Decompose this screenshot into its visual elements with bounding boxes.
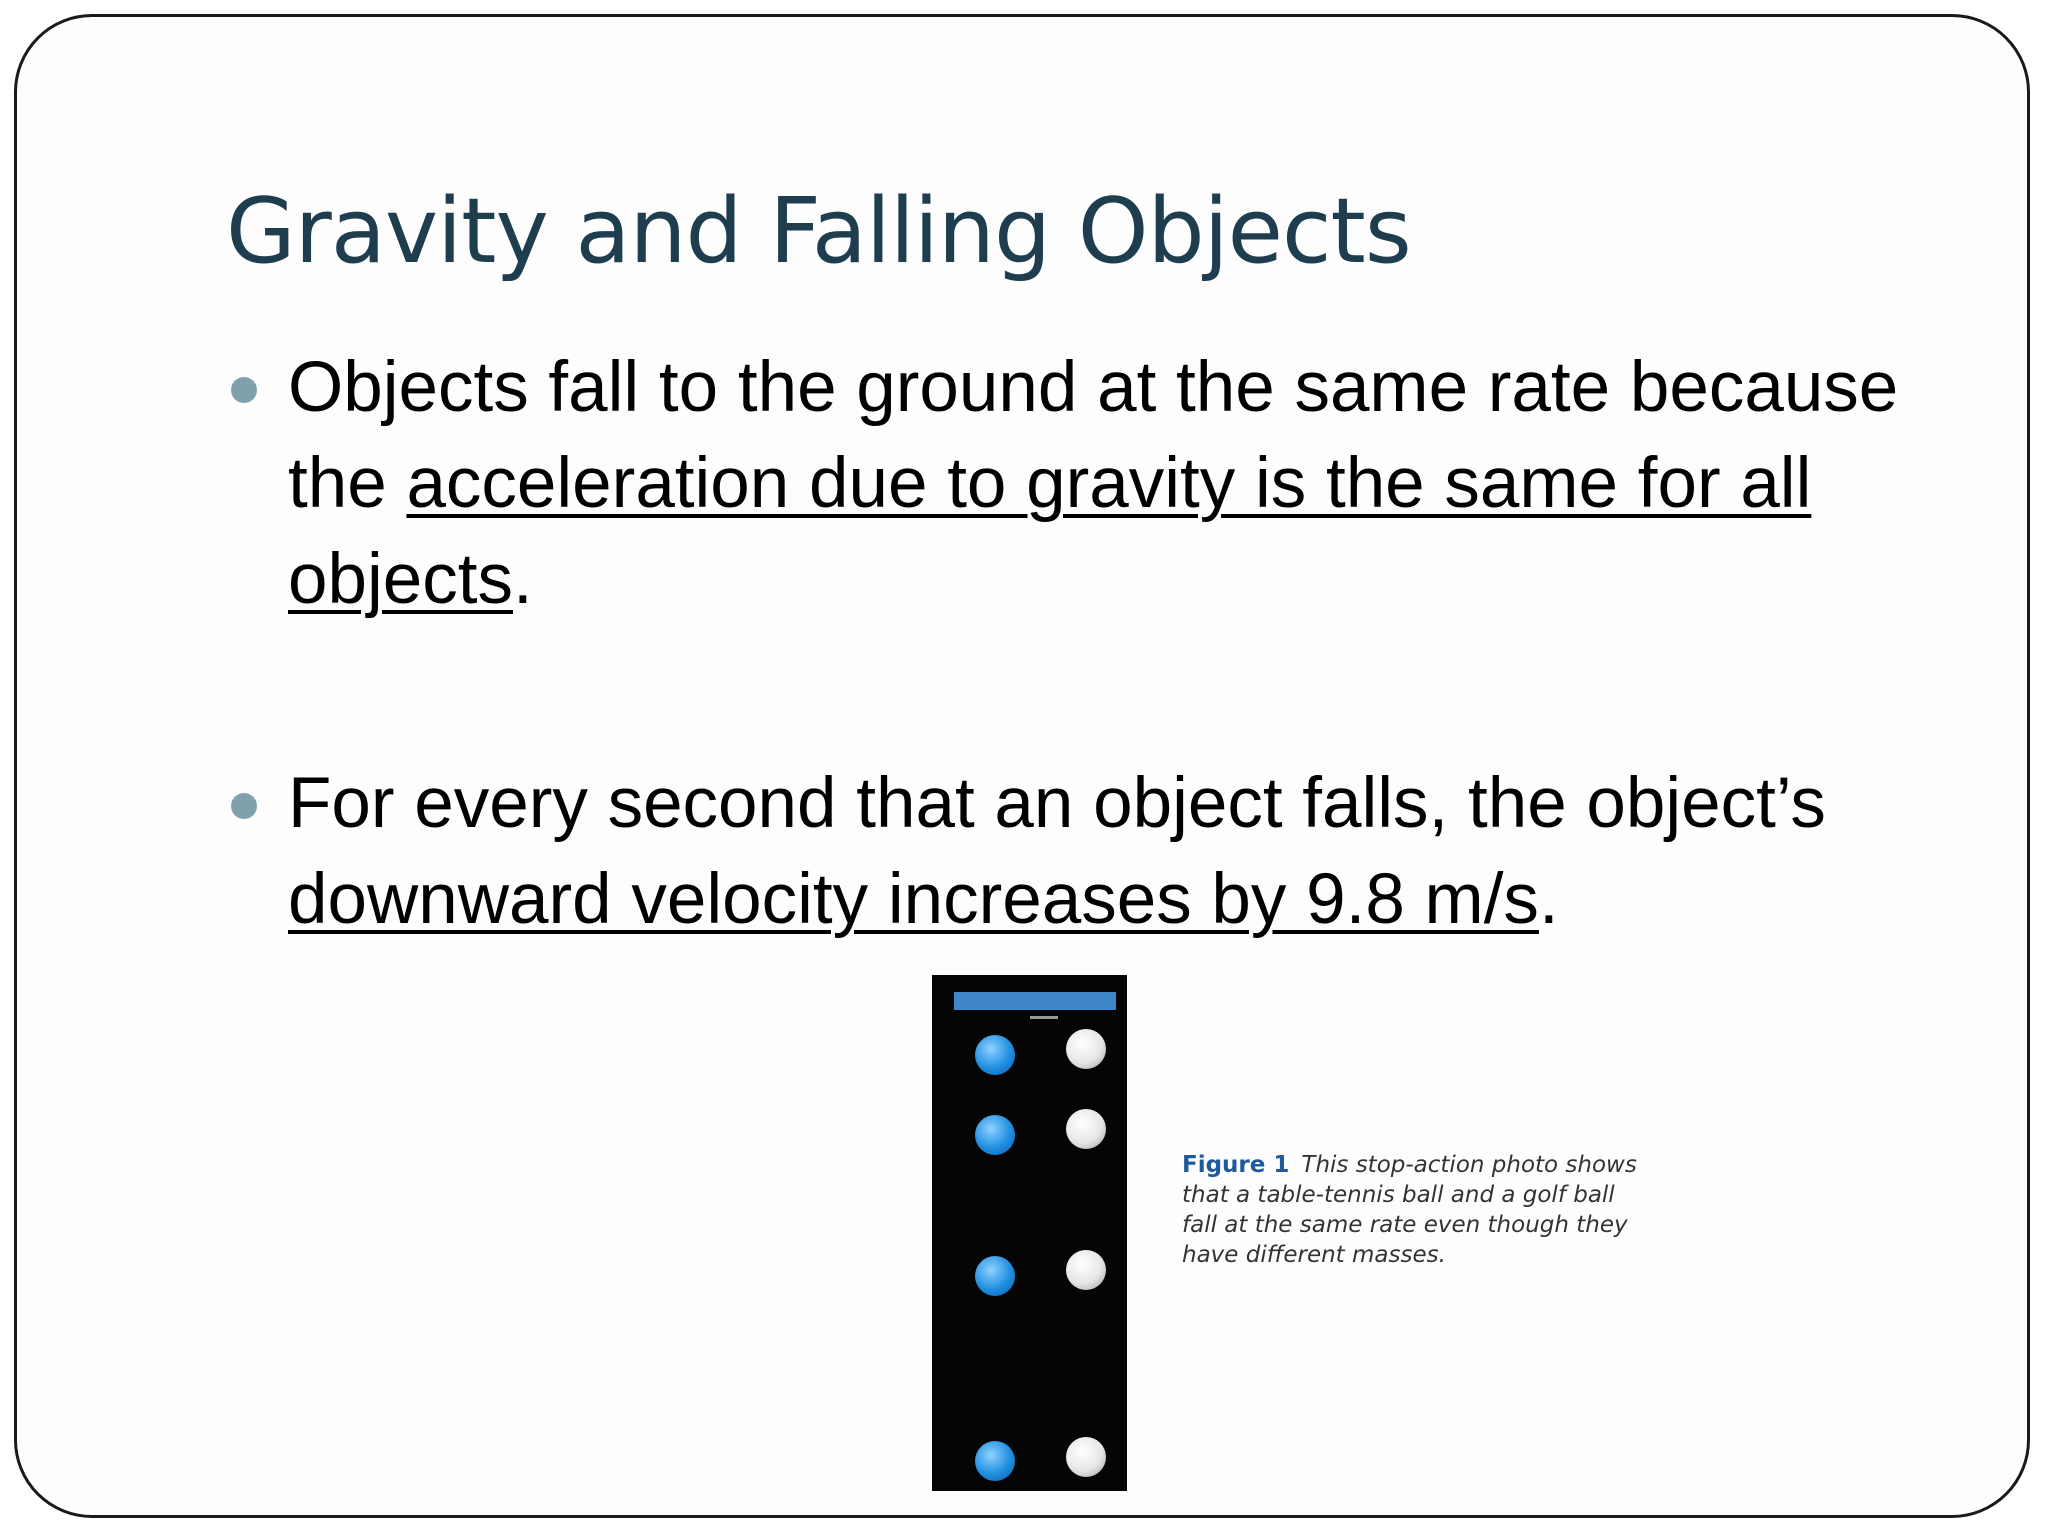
golf-ball xyxy=(1066,1250,1106,1290)
figure-caption-text: This stop-action photo shows that a table-tennis ball and a golf ball fall at the same rate even though they have different masses. xyxy=(1182,1152,1637,1268)
table-tennis-ball xyxy=(975,1256,1015,1296)
bullet-text-underlined: acceleration due to gravity is the same for all objects xyxy=(288,444,1812,619)
bullet-text-end: . xyxy=(1538,860,1559,939)
bullet-text-plain: For every second that an object falls, the object’s xyxy=(288,764,1826,843)
table-tennis-ball xyxy=(975,1115,1015,1155)
release-pin xyxy=(1030,1010,1058,1019)
release-mechanism xyxy=(954,992,1116,1010)
table-tennis-ball xyxy=(975,1441,1015,1481)
bullet-marker xyxy=(231,377,257,403)
figure-label: Figure 1 xyxy=(1182,1152,1290,1178)
table-tennis-ball xyxy=(975,1035,1015,1075)
bullet-text xyxy=(288,340,1928,628)
bullet-marker xyxy=(231,793,257,819)
golf-ball xyxy=(1066,1437,1106,1477)
bullet-text-underlined: downward velocity increases by 9.8 m/s xyxy=(288,860,1539,939)
golf-ball xyxy=(1066,1029,1106,1069)
bullet-text-plain: Objects fall to the ground at the same rate because the xyxy=(288,348,1899,523)
stop-action-photo xyxy=(932,975,1127,1491)
bullet-text-end: . xyxy=(512,540,533,619)
slide-title: Gravity and Falling Objects xyxy=(226,179,1411,284)
bullet-text xyxy=(288,756,1928,948)
figure-caption xyxy=(1182,1150,1652,1270)
golf-ball xyxy=(1066,1109,1106,1149)
